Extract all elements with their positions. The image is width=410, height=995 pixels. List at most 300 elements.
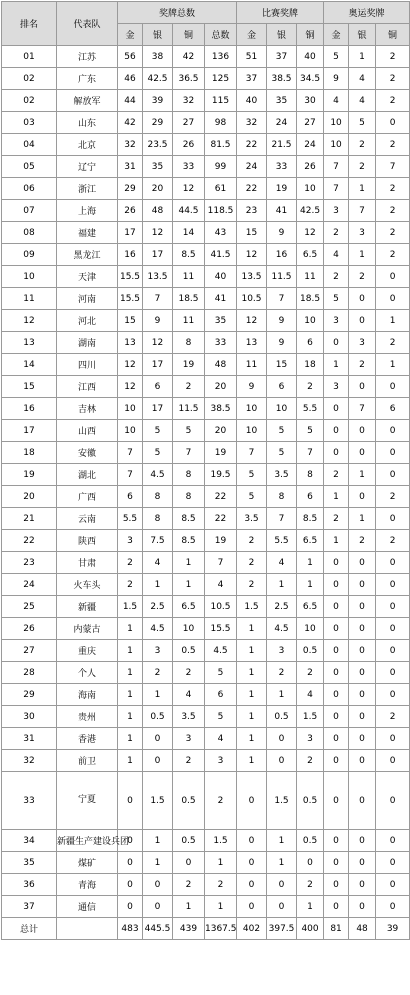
cell-olympic-silver: 0 — [349, 486, 376, 508]
header-rank: 排名 — [2, 2, 57, 46]
cell-olympic-silver: 0 — [349, 684, 376, 706]
cell-team: 甘肃 — [57, 552, 118, 574]
cell-olympic-gold: 4 — [324, 90, 349, 112]
cell-match-bronze: 6.5 — [297, 530, 324, 552]
cell-team: 通信 — [57, 896, 118, 918]
cell-team: 贵州 — [57, 706, 118, 728]
cell-match-gold: 7 — [237, 442, 267, 464]
cell-total-silver: 23.5 — [143, 134, 173, 156]
cell-rank: 27 — [2, 640, 57, 662]
cell-total-bronze: 0.5 — [173, 772, 205, 830]
cell-total-bronze: 5 — [173, 420, 205, 442]
cell-total-gold: 44 — [118, 90, 143, 112]
cell-total-gold: 0 — [118, 830, 143, 852]
cell-olympic-bronze: 0 — [376, 772, 410, 830]
cell-team: 内蒙古 — [57, 618, 118, 640]
cell-match-silver: 3.5 — [267, 464, 297, 486]
cell-rank: 03 — [2, 112, 57, 134]
cell-total-gold: 5.5 — [118, 508, 143, 530]
cell-total-silver: 2.5 — [143, 596, 173, 618]
total-total-sum: 1367.5 — [205, 918, 237, 940]
cell-total-gold: 1 — [118, 684, 143, 706]
table-row — [2, 486, 410, 508]
header-team: 代表队 — [57, 2, 118, 46]
cell-match-gold: 3.5 — [237, 508, 267, 530]
cell-match-gold: 5 — [237, 464, 267, 486]
cell-total-bronze: 6.5 — [173, 596, 205, 618]
cell-total-sum: 4 — [205, 728, 237, 750]
cell-match-silver: 5 — [267, 420, 297, 442]
cell-total-gold: 6 — [118, 486, 143, 508]
cell-total-sum: 81.5 — [205, 134, 237, 156]
cell-rank: 35 — [2, 852, 57, 874]
cell-match-bronze: 0.5 — [297, 640, 324, 662]
cell-match-bronze: 10 — [297, 310, 324, 332]
cell-match-gold: 2 — [237, 552, 267, 574]
cell-total-bronze: 4 — [173, 684, 205, 706]
cell-total-silver: 8 — [143, 486, 173, 508]
cell-total-silver: 4.5 — [143, 618, 173, 640]
table-row — [2, 852, 410, 874]
cell-olympic-bronze: 2 — [376, 530, 410, 552]
header-total-gold: 金 — [118, 24, 143, 46]
cell-olympic-gold: 0 — [324, 552, 349, 574]
cell-match-gold: 23 — [237, 200, 267, 222]
cell-match-silver: 37 — [267, 46, 297, 68]
cell-total-gold: 1.5 — [118, 596, 143, 618]
cell-rank: 05 — [2, 156, 57, 178]
cell-match-bronze: 18 — [297, 354, 324, 376]
cell-total-bronze: 44.5 — [173, 200, 205, 222]
cell-total-gold: 15.5 — [118, 266, 143, 288]
cell-match-bronze: 5 — [297, 420, 324, 442]
cell-olympic-gold: 0 — [324, 640, 349, 662]
cell-total-bronze: 8.5 — [173, 508, 205, 530]
cell-match-bronze: 2 — [297, 874, 324, 896]
cell-total-bronze: 8 — [173, 464, 205, 486]
cell-olympic-bronze: 0 — [376, 896, 410, 918]
table-row — [2, 830, 410, 852]
cell-match-gold: 1 — [237, 662, 267, 684]
cell-olympic-bronze: 0 — [376, 574, 410, 596]
cell-olympic-silver: 7 — [349, 200, 376, 222]
cell-olympic-silver: 0 — [349, 376, 376, 398]
cell-match-bronze: 10 — [297, 618, 324, 640]
cell-rank: 19 — [2, 464, 57, 486]
cell-total-sum: 2 — [205, 772, 237, 830]
cell-match-gold: 51 — [237, 46, 267, 68]
cell-total-bronze: 8.5 — [173, 530, 205, 552]
cell-total-bronze: 1 — [173, 552, 205, 574]
cell-olympic-silver: 0 — [349, 596, 376, 618]
table-row — [2, 464, 410, 486]
cell-team: 河南 — [57, 288, 118, 310]
cell-match-gold: 10 — [237, 398, 267, 420]
cell-olympic-gold: 0 — [324, 596, 349, 618]
cell-rank: 25 — [2, 596, 57, 618]
cell-match-gold: 24 — [237, 156, 267, 178]
cell-total-bronze: 33 — [173, 156, 205, 178]
cell-total-silver: 8 — [143, 508, 173, 530]
cell-rank: 18 — [2, 442, 57, 464]
header-olympic-silver: 银 — [349, 24, 376, 46]
cell-total-gold: 29 — [118, 178, 143, 200]
cell-match-silver: 19 — [267, 178, 297, 200]
cell-match-silver: 1 — [267, 684, 297, 706]
cell-match-gold: 0 — [237, 772, 267, 830]
cell-total-silver: 1 — [143, 684, 173, 706]
cell-rank: 33 — [2, 772, 57, 830]
cell-match-bronze: 6.5 — [297, 244, 324, 266]
total-label: 总计 — [2, 918, 57, 940]
cell-total-gold: 0 — [118, 874, 143, 896]
cell-total-sum: 4 — [205, 574, 237, 596]
cell-olympic-gold: 3 — [324, 376, 349, 398]
cell-rank: 34 — [2, 830, 57, 852]
cell-olympic-silver: 0 — [349, 574, 376, 596]
table-row — [2, 706, 410, 728]
cell-olympic-silver: 2 — [349, 530, 376, 552]
cell-total-silver: 2 — [143, 662, 173, 684]
cell-total-sum: 4.5 — [205, 640, 237, 662]
header-match-gold: 金 — [237, 24, 267, 46]
cell-rank: 13 — [2, 332, 57, 354]
cell-total-bronze: 14 — [173, 222, 205, 244]
table-row — [2, 222, 410, 244]
cell-olympic-silver: 0 — [349, 830, 376, 852]
cell-total-sum: 98 — [205, 112, 237, 134]
cell-rank: 32 — [2, 750, 57, 772]
cell-rank: 04 — [2, 134, 57, 156]
cell-match-silver: 41 — [267, 200, 297, 222]
cell-team: 云南 — [57, 508, 118, 530]
cell-total-silver: 7 — [143, 288, 173, 310]
medal-table — [1, 1, 410, 940]
cell-match-gold: 2 — [237, 530, 267, 552]
cell-olympic-bronze: 0 — [376, 684, 410, 706]
cell-olympic-silver: 2 — [349, 266, 376, 288]
cell-match-bronze: 5.5 — [297, 398, 324, 420]
cell-rank: 16 — [2, 398, 57, 420]
cell-olympic-bronze: 0 — [376, 508, 410, 530]
cell-match-bronze: 34.5 — [297, 68, 324, 90]
cell-match-bronze: 2 — [297, 662, 324, 684]
table-row — [2, 134, 410, 156]
cell-total-gold: 1 — [118, 728, 143, 750]
cell-olympic-silver: 0 — [349, 442, 376, 464]
cell-olympic-bronze: 0 — [376, 288, 410, 310]
cell-total-gold: 1 — [118, 618, 143, 640]
cell-match-gold: 5 — [237, 486, 267, 508]
cell-rank: 12 — [2, 310, 57, 332]
cell-olympic-gold: 2 — [324, 266, 349, 288]
cell-total-gold: 0 — [118, 896, 143, 918]
header-row-groups — [2, 2, 410, 24]
cell-total-bronze: 3.5 — [173, 706, 205, 728]
cell-match-silver: 10 — [267, 398, 297, 420]
cell-match-bronze: 1 — [297, 574, 324, 596]
cell-total-bronze: 0.5 — [173, 640, 205, 662]
cell-match-silver: 1 — [267, 852, 297, 874]
cell-total-silver: 13.5 — [143, 266, 173, 288]
table-row — [2, 178, 410, 200]
cell-total-sum: 5 — [205, 662, 237, 684]
cell-match-gold: 13.5 — [237, 266, 267, 288]
cell-match-bronze: 24 — [297, 134, 324, 156]
header-match-bronze: 铜 — [297, 24, 324, 46]
cell-match-gold: 9 — [237, 376, 267, 398]
cell-match-silver: 3 — [267, 640, 297, 662]
cell-olympic-gold: 9 — [324, 68, 349, 90]
cell-match-bronze: 6 — [297, 486, 324, 508]
cell-match-gold: 22 — [237, 178, 267, 200]
cell-match-silver: 11.5 — [267, 266, 297, 288]
cell-team: 山东 — [57, 112, 118, 134]
cell-total-gold: 1 — [118, 750, 143, 772]
cell-total-gold: 2 — [118, 552, 143, 574]
cell-match-gold: 1 — [237, 684, 267, 706]
cell-total-silver: 17 — [143, 244, 173, 266]
cell-team: 新疆生产建设兵团 — [57, 830, 118, 852]
cell-match-gold: 15 — [237, 222, 267, 244]
cell-olympic-silver: 0 — [349, 662, 376, 684]
cell-olympic-gold: 0 — [324, 618, 349, 640]
cell-olympic-silver: 0 — [349, 728, 376, 750]
cell-match-gold: 40 — [237, 90, 267, 112]
cell-total-gold: 2 — [118, 574, 143, 596]
cell-total-sum: 20 — [205, 376, 237, 398]
cell-total-sum: 41.5 — [205, 244, 237, 266]
cell-total-sum: 40 — [205, 266, 237, 288]
cell-total-sum: 41 — [205, 288, 237, 310]
cell-match-gold: 0 — [237, 852, 267, 874]
cell-olympic-bronze: 2 — [376, 244, 410, 266]
cell-total-gold: 12 — [118, 354, 143, 376]
cell-olympic-silver: 7 — [349, 398, 376, 420]
cell-total-gold: 10 — [118, 398, 143, 420]
cell-total-sum: 33 — [205, 332, 237, 354]
cell-team: 辽宁 — [57, 156, 118, 178]
cell-olympic-silver: 2 — [349, 354, 376, 376]
cell-olympic-bronze: 0 — [376, 618, 410, 640]
cell-total-sum: 6 — [205, 684, 237, 706]
cell-team: 香港 — [57, 728, 118, 750]
table-row — [2, 618, 410, 640]
cell-match-silver: 4 — [267, 552, 297, 574]
cell-olympic-silver: 0 — [349, 874, 376, 896]
cell-match-bronze: 6 — [297, 332, 324, 354]
cell-total-bronze: 8.5 — [173, 244, 205, 266]
cell-match-bronze: 3 — [297, 728, 324, 750]
cell-olympic-gold: 2 — [324, 222, 349, 244]
cell-total-sum: 7 — [205, 552, 237, 574]
cell-match-silver: 35 — [267, 90, 297, 112]
total-match-gold: 402 — [237, 918, 267, 940]
table-row — [2, 354, 410, 376]
cell-total-bronze: 12 — [173, 178, 205, 200]
table-row — [2, 200, 410, 222]
cell-total-sum: 19.5 — [205, 464, 237, 486]
cell-match-silver: 2.5 — [267, 596, 297, 618]
cell-team: 江苏 — [57, 46, 118, 68]
cell-olympic-silver: 0 — [349, 772, 376, 830]
cell-olympic-bronze: 2 — [376, 90, 410, 112]
cell-team: 山西 — [57, 420, 118, 442]
cell-total-sum: 1 — [205, 896, 237, 918]
cell-olympic-gold: 0 — [324, 706, 349, 728]
cell-total-silver: 29 — [143, 112, 173, 134]
cell-total-sum: 19 — [205, 442, 237, 464]
cell-olympic-gold: 0 — [324, 332, 349, 354]
table-row — [2, 896, 410, 918]
cell-team: 陕西 — [57, 530, 118, 552]
cell-team: 吉林 — [57, 398, 118, 420]
cell-olympic-gold: 10 — [324, 112, 349, 134]
cell-match-bronze: 2 — [297, 750, 324, 772]
cell-total-gold: 0 — [118, 852, 143, 874]
cell-match-bronze: 2 — [297, 376, 324, 398]
cell-olympic-bronze: 2 — [376, 178, 410, 200]
total-match-silver: 397.5 — [267, 918, 297, 940]
cell-team: 青海 — [57, 874, 118, 896]
cell-match-silver: 8 — [267, 486, 297, 508]
cell-olympic-bronze: 2 — [376, 706, 410, 728]
cell-rank: 21 — [2, 508, 57, 530]
cell-match-silver: 0 — [267, 896, 297, 918]
cell-total-silver: 35 — [143, 156, 173, 178]
cell-total-bronze: 42 — [173, 46, 205, 68]
cell-rank: 31 — [2, 728, 57, 750]
cell-total-bronze: 2 — [173, 376, 205, 398]
cell-total-gold: 46 — [118, 68, 143, 90]
cell-olympic-gold: 3 — [324, 200, 349, 222]
cell-total-sum: 118.5 — [205, 200, 237, 222]
cell-match-gold: 22 — [237, 134, 267, 156]
cell-total-sum: 115 — [205, 90, 237, 112]
cell-match-gold: 37 — [237, 68, 267, 90]
cell-olympic-gold: 5 — [324, 46, 349, 68]
cell-match-gold: 1 — [237, 640, 267, 662]
cell-total-sum: 22 — [205, 508, 237, 530]
cell-olympic-bronze: 0 — [376, 830, 410, 852]
cell-total-gold: 42 — [118, 112, 143, 134]
cell-match-bronze: 27 — [297, 112, 324, 134]
cell-total-sum: 35 — [205, 310, 237, 332]
cell-team: 重庆 — [57, 640, 118, 662]
cell-total-silver: 48 — [143, 200, 173, 222]
header-total-sum: 总数 — [205, 24, 237, 46]
table-row — [2, 156, 410, 178]
cell-rank: 02 — [2, 90, 57, 112]
cell-total-gold: 15 — [118, 310, 143, 332]
cell-rank: 10 — [2, 266, 57, 288]
cell-match-gold: 10 — [237, 420, 267, 442]
cell-total-gold: 56 — [118, 46, 143, 68]
cell-total-silver: 1.5 — [143, 772, 173, 830]
table-row — [2, 90, 410, 112]
table-row — [2, 684, 410, 706]
cell-rank: 17 — [2, 420, 57, 442]
cell-total-silver: 0 — [143, 728, 173, 750]
cell-total-silver: 7.5 — [143, 530, 173, 552]
table-row — [2, 398, 410, 420]
total-row — [2, 918, 410, 940]
cell-olympic-silver: 2 — [349, 156, 376, 178]
cell-total-sum: 20 — [205, 420, 237, 442]
table-row — [2, 332, 410, 354]
cell-total-bronze: 2 — [173, 874, 205, 896]
cell-team: 河北 — [57, 310, 118, 332]
cell-team: 个人 — [57, 662, 118, 684]
cell-total-bronze: 10 — [173, 618, 205, 640]
cell-rank: 24 — [2, 574, 57, 596]
cell-match-silver: 1 — [267, 830, 297, 852]
cell-total-bronze: 8 — [173, 486, 205, 508]
table-row — [2, 46, 410, 68]
table-row — [2, 442, 410, 464]
cell-team: 新疆 — [57, 596, 118, 618]
cell-rank: 11 — [2, 288, 57, 310]
cell-olympic-gold: 0 — [324, 750, 349, 772]
cell-total-silver: 1 — [143, 830, 173, 852]
cell-total-gold: 16 — [118, 244, 143, 266]
cell-match-bronze: 6.5 — [297, 596, 324, 618]
cell-team: 四川 — [57, 354, 118, 376]
cell-match-bronze: 26 — [297, 156, 324, 178]
cell-total-silver: 4.5 — [143, 464, 173, 486]
cell-total-bronze: 8 — [173, 332, 205, 354]
cell-rank: 29 — [2, 684, 57, 706]
cell-total-gold: 1 — [118, 662, 143, 684]
cell-team: 福建 — [57, 222, 118, 244]
cell-total-silver: 42.5 — [143, 68, 173, 90]
cell-total-bronze: 36.5 — [173, 68, 205, 90]
cell-rank: 36 — [2, 874, 57, 896]
cell-olympic-gold: 1 — [324, 486, 349, 508]
cell-team: 煤矿 — [57, 852, 118, 874]
cell-match-gold: 1.5 — [237, 596, 267, 618]
cell-total-gold: 32 — [118, 134, 143, 156]
cell-total-gold: 7 — [118, 464, 143, 486]
cell-total-gold: 13 — [118, 332, 143, 354]
cell-olympic-gold: 0 — [324, 874, 349, 896]
cell-total-gold: 17 — [118, 222, 143, 244]
cell-total-gold: 26 — [118, 200, 143, 222]
cell-total-gold: 7 — [118, 442, 143, 464]
table-row — [2, 508, 410, 530]
cell-olympic-bronze: 1 — [376, 354, 410, 376]
cell-olympic-silver: 2 — [349, 134, 376, 156]
cell-total-gold: 0 — [118, 772, 143, 830]
cell-total-silver: 1 — [143, 852, 173, 874]
cell-match-gold: 1 — [237, 750, 267, 772]
cell-total-silver: 0 — [143, 874, 173, 896]
cell-total-bronze: 3 — [173, 728, 205, 750]
cell-total-bronze: 1 — [173, 896, 205, 918]
cell-match-silver: 9 — [267, 222, 297, 244]
cell-match-bronze: 1 — [297, 896, 324, 918]
cell-rank: 22 — [2, 530, 57, 552]
table-row — [2, 772, 410, 830]
cell-total-sum: 10.5 — [205, 596, 237, 618]
cell-match-gold: 0 — [237, 830, 267, 852]
cell-match-silver: 1 — [267, 574, 297, 596]
cell-olympic-silver: 4 — [349, 90, 376, 112]
cell-olympic-bronze: 2 — [376, 68, 410, 90]
cell-team: 火车头 — [57, 574, 118, 596]
cell-olympic-silver: 0 — [349, 706, 376, 728]
cell-match-gold: 1 — [237, 618, 267, 640]
